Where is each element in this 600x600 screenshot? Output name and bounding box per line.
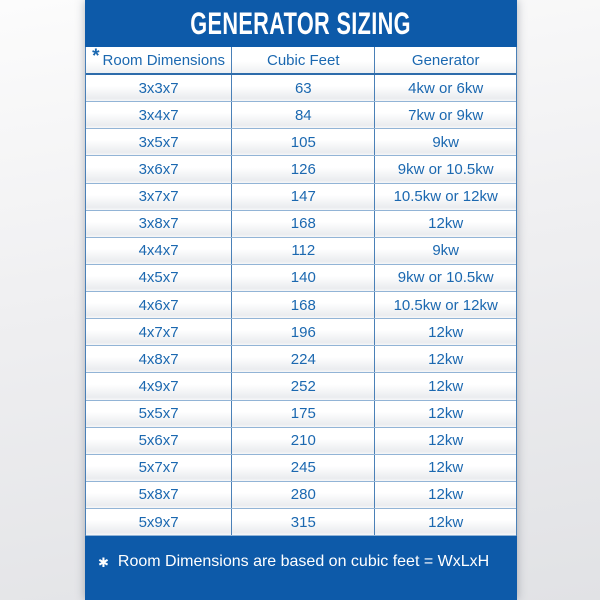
cubic-feet-cell: 168 — [232, 211, 375, 237]
room-dimensions-cell: 5x5x7 — [86, 401, 232, 427]
cubic-feet-cell: 210 — [232, 428, 375, 454]
cubic-feet-cell: 112 — [232, 238, 375, 264]
table-row — [86, 238, 516, 265]
column-header-room-dimensions — [86, 47, 232, 73]
cubic-feet-cell: 196 — [232, 319, 375, 345]
generator-cell: 9kw — [432, 242, 460, 260]
room-dimensions-cell: 4x5x7 — [86, 265, 232, 291]
generator-cell: 12kw — [428, 215, 464, 233]
table-header-row — [86, 47, 516, 75]
room-dimensions-cell: 4x9x7 — [86, 373, 232, 399]
room-dimensions-cell: 4x8x7 — [86, 346, 232, 372]
room-dimensions-cell: 4x7x7 — [86, 319, 232, 345]
cubic-feet-cell: 147 — [232, 184, 375, 210]
footnote-reference-marker: * — [92, 47, 100, 67]
room-dimensions-cell: 3x7x7 — [86, 184, 232, 210]
generator-cell: 12kw — [428, 432, 464, 450]
sizing-table — [85, 47, 517, 536]
generator-cell: 12kw — [428, 513, 464, 531]
cubic-feet-cell: 140 — [232, 265, 375, 291]
generator-cell: 9kw or 10.5kw — [397, 269, 494, 287]
cubic-feet-cell: 84 — [232, 102, 375, 128]
table-row — [86, 129, 516, 156]
table-row — [86, 373, 516, 400]
room-dimensions-cell: 3x5x7 — [86, 129, 232, 155]
generator-cell: 10.5kw or 12kw — [393, 296, 498, 314]
room-dimensions-cell: 3x4x7 — [86, 102, 232, 128]
cubic-feet-cell: 315 — [232, 509, 375, 535]
generator-cell: 7kw or 9kw — [408, 106, 484, 124]
room-dimensions-cell: 3x6x7 — [86, 156, 232, 182]
table-row — [86, 156, 516, 183]
table-row — [86, 211, 516, 238]
generator-cell: 12kw — [428, 350, 464, 368]
table-row — [86, 455, 516, 482]
column-header-generator: Generator — [411, 51, 480, 69]
cubic-feet-cell: 252 — [232, 373, 375, 399]
generator-cell: 12kw — [428, 323, 464, 341]
column-header-cubic-feet: Cubic Feet — [232, 47, 375, 73]
footnote-star-icon: ✱ — [98, 555, 109, 570]
cubic-feet-cell: 63 — [232, 75, 375, 101]
title-band — [85, 0, 517, 47]
generator-cell: 9kw or 10.5kw — [397, 160, 494, 178]
generator-cell: 12kw — [428, 405, 464, 423]
room-dimensions-cell: 4x6x7 — [86, 292, 232, 318]
cubic-feet-cell: 245 — [232, 455, 375, 481]
column-header-label: Room Dimensions — [102, 51, 226, 69]
table-row — [86, 428, 516, 455]
cubic-feet-cell: 280 — [232, 482, 375, 508]
table-row — [86, 509, 516, 536]
table-row — [86, 319, 516, 346]
generator-cell: 12kw — [428, 486, 464, 504]
table-row — [86, 292, 516, 319]
cubic-feet-cell: 126 — [232, 156, 375, 182]
generator-cell: 10.5kw or 12kw — [393, 188, 498, 206]
table-row — [86, 184, 516, 211]
generator-cell: 4kw or 6kw — [408, 79, 484, 97]
room-dimensions-cell: 5x6x7 — [86, 428, 232, 454]
cubic-feet-cell: 175 — [232, 401, 375, 427]
cubic-feet-cell: 105 — [232, 129, 375, 155]
footnote-text: Room Dimensions are based on cubic feet = WxLxH — [117, 553, 490, 570]
table-row — [86, 265, 516, 292]
room-dimensions-cell: 3x3x7 — [86, 75, 232, 101]
page-title: GENERATOR SIZING — [190, 5, 412, 41]
generator-cell: 9kw — [432, 133, 460, 151]
room-dimensions-cell: 5x8x7 — [86, 482, 232, 508]
table-row — [86, 401, 516, 428]
table-row — [86, 75, 516, 102]
footnote-band — [85, 536, 517, 600]
generator-cell: 12kw — [428, 377, 464, 395]
table-row — [86, 346, 516, 373]
table-body — [86, 75, 516, 536]
room-dimensions-cell: 5x9x7 — [86, 509, 232, 535]
table-row — [86, 482, 516, 509]
table-row — [86, 102, 516, 129]
room-dimensions-cell: 5x7x7 — [86, 455, 232, 481]
cubic-feet-cell: 168 — [232, 292, 375, 318]
room-dimensions-cell: 4x4x7 — [86, 238, 232, 264]
cubic-feet-cell: 224 — [232, 346, 375, 372]
generator-cell: 12kw — [428, 459, 464, 477]
generator-sizing-panel — [85, 0, 517, 600]
room-dimensions-cell: 3x8x7 — [86, 211, 232, 237]
